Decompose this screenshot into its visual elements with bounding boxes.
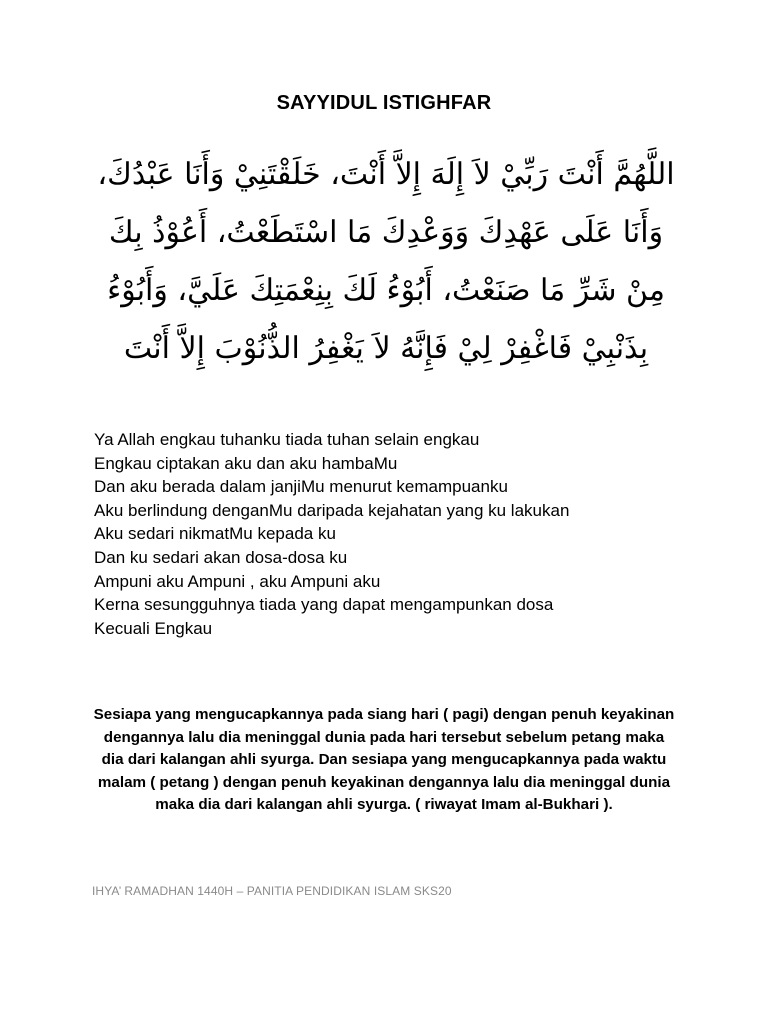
arabic-prayer-text: اللَّهُمَّ أَنْتَ رَبِّيْ لاَ إِلَهَ إِلاَّ أَنْتَ، خَلَقْتَنِيْ وَأَنَا عَبْدُكَ، وَأَنَا عَلَى عَهْدِكَ وَوَعْدِكَ مَا اسْتَطَعْتُ، أَعُوْذُ بِكَ مِنْ شَرِّ مَا صَنَعْتُ، أَبُوْءُ لَكَ بِنِعْمَتِكَ عَلَيَّ، وَأَبُوْءُ بِذَنْبِيْ فَاغْفِرْ لِيْ فَإِنَّهُ لاَ يَغْفِرُ الذُّنُوْبَ إِلاَّ أَنْتَ bbox=[97, 157, 675, 366]
translation-list bbox=[94, 428, 694, 640]
page-title: SAYYIDUL ISTIGHFAR bbox=[276, 92, 492, 114]
translation-line: Aku sedari nikmatMu kepada ku bbox=[94, 524, 336, 544]
translation-line: Dan aku berada dalam janjiMu menurut kemampuanku bbox=[94, 477, 508, 497]
translation-line: Dan ku sedari akan dosa-dosa ku bbox=[94, 547, 348, 567]
translation-line: Ya Allah engkau tuhanku tiada tuhan selain engkau bbox=[94, 430, 480, 449]
footer-note: IHYA’ RAMADHAN 1440H – PANITIA PENDIDIKAN ISLAM SKS20 bbox=[92, 884, 452, 898]
translation-line: Engkau ciptakan aku dan aku hambaMu bbox=[94, 453, 398, 473]
translation-line: Aku berlindung denganMu daripada kejahatan yang ku lakukan bbox=[94, 500, 570, 520]
translation-line: Ampuni aku Ampuni , aku Ampuni aku bbox=[94, 571, 381, 591]
translation-line: Kerna sesungguhnya tiada yang dapat mengampunkan dosa bbox=[94, 595, 554, 615]
translation-line: Kecuali Engkau bbox=[94, 618, 213, 638]
hadith-paragraph: Sesiapa yang mengucapkannya pada siang hari ( pagi) dengan penuh keyakinan dengannya lalu dia meninggal dunia pada hari tersebut sebelum petang maka dia dari kalangan ahli syurga. Dan sesiapa yang mengucapkannya pada waktu malam ( petang ) dengan penuh keyakinan dengannya lalu dia meninggal dunia maka dia dari kalangan ahli syurga. ( riwayat Imam al-Bukhari ). bbox=[93, 706, 675, 813]
